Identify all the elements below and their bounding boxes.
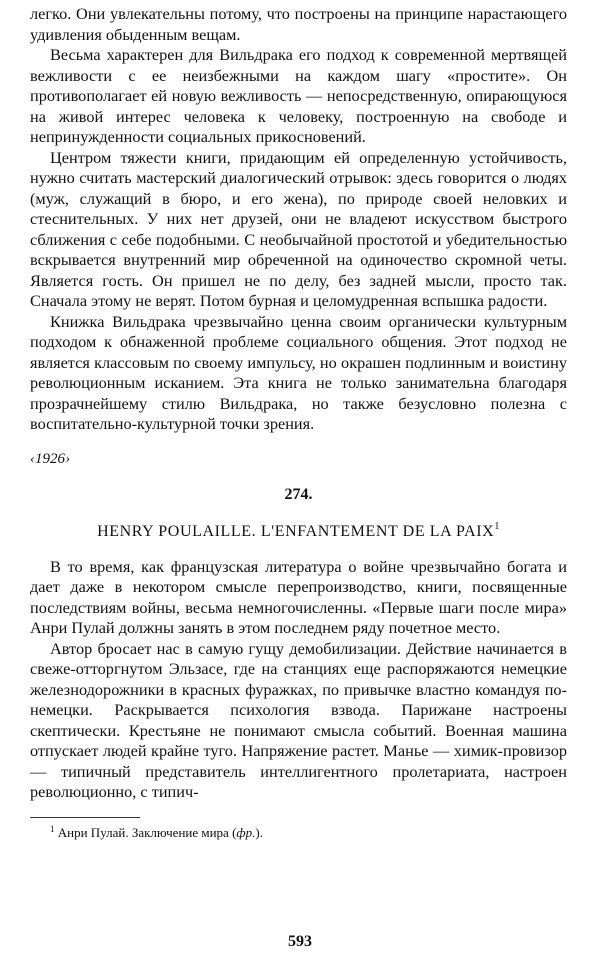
paragraph-war-literature: В то время, как французская литература о войне чрезвычайно богата и дает даже в некотором смысле перепроизводство, книги, посвященные последствиям войны, весьма немногочисленны. «Первые шаги после мира» Анри Пулай должны занять в этом последнем ряду почетное место.: [30, 556, 567, 637]
article-date: ‹1926›: [30, 450, 70, 467]
page-number: 593: [288, 933, 312, 950]
footnote-text: Анри Пулай. Заключение мира (: [57, 824, 237, 840]
paragraph-demobilization: Автор бросает нас в самую гущу демобилизации. Действие начинается в свеже-отторгнутом Эльзасе, где на станциях еще распоряжаются немецкие железнодорожники в красных фуражках, по привычке властно командуя по-немецки. Раскрывается психология взвода. Парижане настроены скептически. Крестьяне не понимают смысла событий. Военная машина отпускает людей крайне туго. Напряжение растет. Манье — химик-провизор — типичный представитель интеллигентного пролетариата, настроен революционно, с типич-: [30, 638, 567, 801]
paragraph-politeness: Весьма характерен для Вильдрака его подход к современной мертвящей вежливости с ее неизбежными на каждом шагу «простите». Он противополагает ей новую вежливость — непосредственную, опирающуюся на живой интерес человека к человеку, построенную на свободе и непринужденности социальных прикосновений.: [30, 45, 567, 146]
section-number: 274.: [284, 485, 313, 503]
footnote: [50, 824, 567, 841]
page-body: [30, 4, 567, 841]
footnote-reference: 1: [494, 520, 500, 532]
spacer: [30, 543, 567, 557]
paragraph-dialogue-fragment: Центром тяжести книги, придающим ей определенную устойчивость, нужно считать мастерский диалогический отрывок: здесь говорится о людях (муж, служащий в бюро, и его жена), по природе своей неловких и стеснительных. У них нет друзей, они не владеют искусством быстрого сближения с себе подобными. С необычайной простотой и убедительностью вскрывается внутренний мир обреченной на одиночество скромной четы. Является гость. Он пришел не по делу, без задней мысли, просто так. Сначала этому не верят. Потом бурная и целомудренная вспышка радости.: [30, 147, 567, 310]
footnote-tail: ).: [255, 824, 263, 840]
footnote-language: фр.: [236, 824, 256, 840]
paragraph-social-communication: Книжка Вильдрака чрезвычайно ценна своим органически культурным подходом к обнаженной проблеме социального общения. Этот подход не является классовым по своему импульсу, но окрашен подлинным и воистину революционным исканием. Эта книга не только занимательна благодаря прозрачнейшему стилю Вильдрака, но также безусловно полезна с воспитательно-культурной точки зрения.: [30, 311, 567, 433]
footnote-mark: 1: [50, 823, 55, 834]
footnote-divider: [30, 817, 140, 818]
section-title: [30, 521, 567, 543]
section-title-text: HENRY POULAILLE. L'ENFANTEMENT DE LA PAIX: [97, 522, 495, 540]
paragraph-continuation: легко. Они увлекательны потому, что построены на принципе нарастающего удивления обыденным вещам.: [30, 4, 567, 44]
